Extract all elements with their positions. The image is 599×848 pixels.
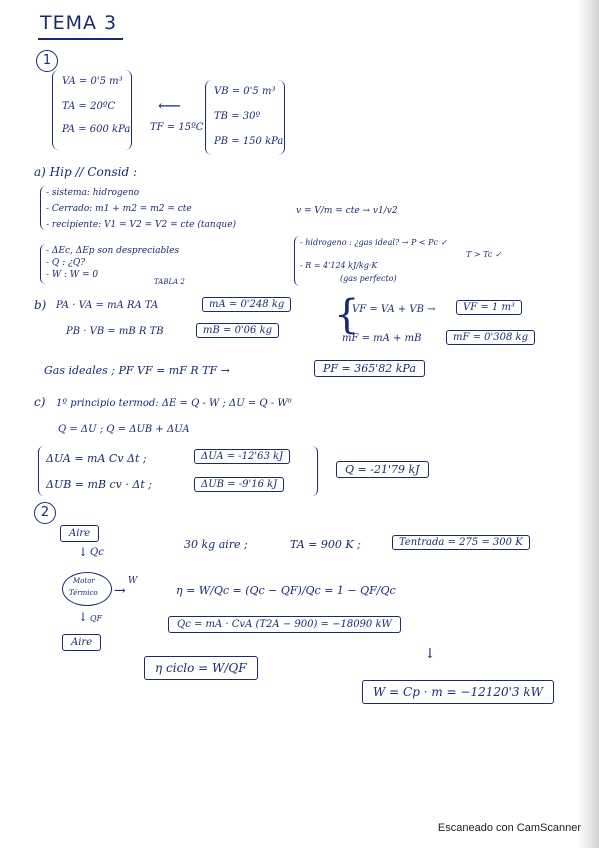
heat-out-label: QF bbox=[90, 614, 103, 623]
ideal-gas-eq-b: PB · VB = mB R TB bbox=[66, 326, 164, 337]
gas-ideal-note: - hidrogeno : ¿gas ideal? → P < Pc ✓ bbox=[300, 238, 448, 247]
state-b-bracket-right bbox=[278, 80, 285, 155]
problem-1-number: 1 bbox=[36, 50, 58, 72]
given-mass: 30 kg aire ; bbox=[184, 538, 248, 551]
result-box-vf: VF = 1 m³ bbox=[456, 300, 522, 315]
down-arrow-icon: ↓ bbox=[78, 610, 89, 624]
part-b-label: b) bbox=[34, 298, 47, 312]
hypothesis-item: - W : W = 0 bbox=[46, 270, 99, 280]
state-b-line: VB = 0'5 m³ bbox=[214, 86, 276, 97]
volume-sum-eq: VF = VA + VB → bbox=[352, 304, 436, 315]
specific-volume-note: v = V/m = cte → v1/v2 bbox=[296, 206, 398, 216]
state-b-line: TB = 30º bbox=[214, 111, 261, 122]
efficiency-eq: η = W/Qc = (Qc − QF)/Qc = 1 − QF/Qc bbox=[176, 584, 396, 597]
heat-balance-line: Q = ΔU ; Q = ΔUB + ΔUA bbox=[58, 424, 190, 435]
result-box-mb: mB = 0'06 kg bbox=[196, 323, 279, 338]
air-outlet-box: Aire bbox=[62, 634, 101, 651]
air-inlet-box: Aire bbox=[60, 525, 99, 542]
hypothesis-item: - Cerrado: m1 + m2 = m2 = cte bbox=[46, 204, 192, 214]
state-b-bracket bbox=[205, 80, 212, 155]
result-box-ma: mA = 0'248 kg bbox=[202, 297, 291, 312]
down-arrow-icon: ↓ bbox=[78, 545, 89, 559]
state-a-line: PA = 600 kPa bbox=[62, 124, 131, 135]
energy-bracket bbox=[38, 446, 44, 496]
gas-ideal-note: T > Tc ✓ bbox=[466, 250, 502, 259]
scanner-watermark: Escaneado con CamScanner bbox=[437, 822, 581, 834]
gas-perfect-note: (gas perfecto) bbox=[340, 274, 397, 283]
page-shadow-edge bbox=[577, 0, 599, 848]
hypothesis-item: - ΔEc, ΔEp son despreciables bbox=[46, 246, 180, 256]
right-arrow-icon: → bbox=[114, 583, 126, 599]
inlet-temperature-box: Tentrada = 275 = 300 K bbox=[392, 535, 530, 550]
process-label: TF = 15ºC bbox=[150, 122, 204, 133]
result-box-q: Q = -21'79 kJ bbox=[336, 461, 429, 478]
heat-in-eq-box: Qc = mA · CvA (T2A − 900) = −18090 kW bbox=[168, 616, 401, 633]
gas-constant-note: - R = 4'124 kJ/kg·K bbox=[300, 261, 378, 270]
cycle-efficiency-box: η ciclo = W/QF bbox=[144, 656, 258, 680]
state-a-line: VA = 0'5 m³ bbox=[62, 76, 123, 87]
heat-in-label: Qc bbox=[90, 547, 104, 558]
arrow-icon: ⟵ bbox=[158, 96, 181, 115]
delta-u-b-eq: ΔUB = mB cv · Δt ; bbox=[46, 478, 152, 491]
result-box-dub: ΔUB = -9'16 kJ bbox=[194, 477, 284, 492]
part-a-label: a) Hip // Consid : bbox=[34, 165, 138, 179]
work-result-box: W = Cp · m = −12120'3 kW bbox=[362, 680, 554, 704]
work-label: W bbox=[128, 576, 138, 586]
engine-label: Motor bbox=[73, 577, 95, 585]
hypothesis-item: - Q : ¿Q? bbox=[46, 258, 86, 268]
state-a-bracket-right bbox=[125, 70, 132, 150]
result-box-pf: PF = 365'82 kPa bbox=[314, 360, 425, 377]
table-note: TABLA 2 bbox=[154, 278, 185, 286]
state-b-line: PB = 150 kPa bbox=[214, 136, 284, 147]
given-temperature: TA = 900 K ; bbox=[290, 538, 361, 551]
final-pressure-eq: Gas ideales ; PF VF = mF R TF → bbox=[44, 364, 230, 377]
problem-2-number: 2 bbox=[34, 502, 56, 524]
ideal-gas-eq-a: PA · VA = mA RA TA bbox=[56, 300, 159, 311]
first-law-line: 1º principio termod: ΔE = Q - W ; ΔU = Q - W⁰ bbox=[56, 398, 292, 409]
brace-icon: { bbox=[334, 292, 360, 338]
state-a-line: TA = 20ºC bbox=[62, 101, 116, 112]
delta-u-a-eq: ΔUA = mA Cv Δt ; bbox=[46, 452, 147, 465]
part-c-label: c) bbox=[34, 395, 46, 409]
engine-label: Térmico bbox=[69, 589, 98, 597]
result-box-mf: mF = 0'308 kg bbox=[446, 330, 535, 345]
hypothesis-item: - recipiente: V1 = V2 = V2 = cte (tanque) bbox=[46, 220, 237, 230]
result-box-dua: ΔUA = -12'63 kJ bbox=[194, 449, 290, 464]
down-arrow-icon: ↓ bbox=[424, 646, 436, 662]
state-a-bracket bbox=[52, 70, 59, 150]
hypothesis-item: - sistema: hidrogeno bbox=[46, 188, 140, 198]
title-underline bbox=[38, 38, 123, 40]
energy-bracket-right bbox=[312, 446, 318, 496]
mass-sum-eq: mF = mA + mB bbox=[342, 333, 422, 344]
page-title: TEMA 3 bbox=[40, 12, 118, 34]
